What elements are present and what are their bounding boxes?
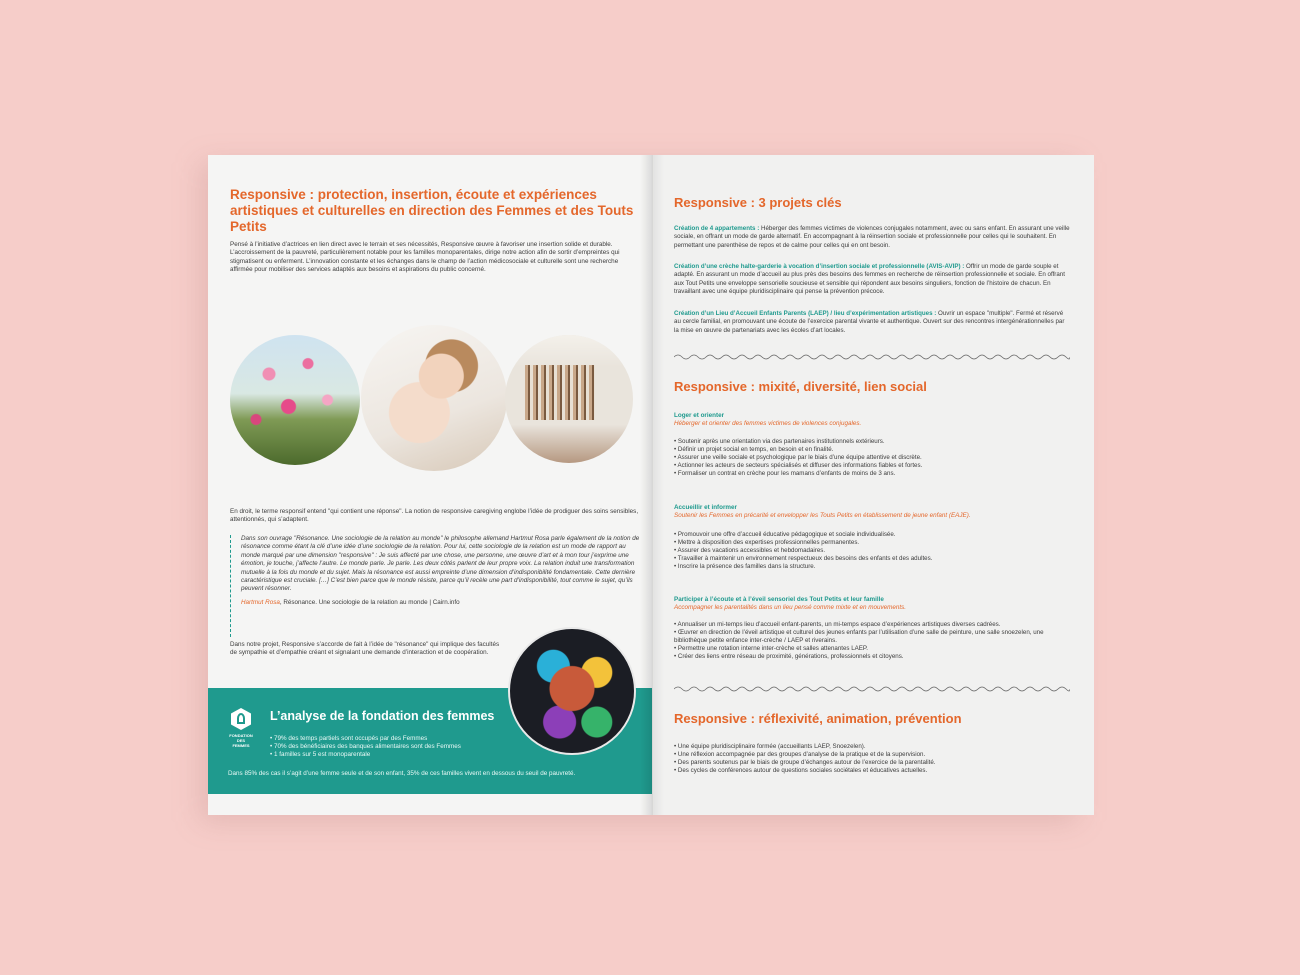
group-3-subtitle: Accompagner les parentalités dans un lieu pensé comme mixte et en mouvements. xyxy=(674,604,907,612)
right-page xyxy=(652,155,1094,815)
group-1-heading xyxy=(674,412,861,428)
group-2-heading xyxy=(674,504,971,520)
quote-block xyxy=(230,535,641,637)
flowers-photo xyxy=(230,335,360,465)
list-item: • Annualiser un mi-temps lieu d’accueil enfant-parents, un mi-temps espace d’expériences artistiques diverses cadrées. xyxy=(674,621,1070,629)
list-item: • Soutenir après une orientation via des partenaires institutionnels extérieurs. xyxy=(674,438,1070,446)
list-item: • Assurer des vacations accessibles et hebdomadaires. xyxy=(674,547,1070,555)
wave-divider xyxy=(674,353,1070,361)
list-item: • Œuvrer en direction de l’éveil artistique et culturel des jeunes enfants par l’utilisation d’une salle de peinture, une salle snoezelen, une bibliothèque petite enfance inter-crèche / LAEP et riverains. xyxy=(674,629,1070,645)
analysis-title: L’analyse de la fondation des femmes xyxy=(270,709,495,723)
group-2-list xyxy=(674,531,1070,571)
painted-face-photo xyxy=(508,627,636,755)
list-item: • Permettre une rotation interne inter-crèche et salles attenantes LAEP. xyxy=(674,645,1070,653)
citation-author: Hartmut Rosa xyxy=(241,598,280,606)
analysis-list xyxy=(270,735,461,760)
project-2-text: Offrir un mode de garde souple et adapté. En assurant un mode d’accueil au plus près des besoins des femmes en recherche de réinsertion professionnelle et sociale. En offrant aux Tout Petits une enveloppe sensorielle soucieuse et sensible qui répondent aux besoins singuliers, fonction de l’histoire de chacun. En travaillant avec une équipe pluridisciplinaire qui pense la prévention précoce. xyxy=(674,263,1065,295)
citation-source: , Résonance. Une sociologie de la relation au monde | Cairn.info xyxy=(279,598,460,606)
definition-paragraph: En droit, le terme responsif entend "qui contient une réponse". La notion de responsive caregiving englobe l’idée de prodiguer des soins sensibles, attentionnés, qui s’adaptent. xyxy=(230,508,639,524)
fondation-des-femmes-logo xyxy=(228,708,254,752)
project-2 xyxy=(674,263,1070,296)
group-3-list xyxy=(674,621,1070,661)
analysis-footer: Dans 85% des cas il s’agit d’une femme seule et de son enfant, 35% de ces familles vivent en dessous du seuil de pauvreté. xyxy=(228,770,576,777)
list-item: • Assurer une veille sociale et psychologique par le biais d’une équipe attentive et discrète. xyxy=(674,454,1070,462)
list-item: • 70% des bénéficiaires des banques alimentaires sont des Femmes xyxy=(270,743,461,751)
mother-baby-photo xyxy=(361,325,507,471)
project-1 xyxy=(674,225,1070,250)
section-title-reflexivite: Responsive : réflexivité, animation, prévention xyxy=(674,711,962,726)
list-item: • Actionner les acteurs de secteurs spécialisés et diffuser des informations fiables et fortes. xyxy=(674,462,1070,470)
wave-divider xyxy=(674,685,1070,693)
quote-citation xyxy=(241,599,641,607)
group-2-subtitle: Soutenir les Femmes en précarité et envelopper les Touts Petits en établissement de jeune enfant (EAJE). xyxy=(674,512,971,520)
left-page-title: Responsive : protection, insertion, écoute et expériences artistiques et culturelles en direction des Femmes et des Touts Petits xyxy=(230,187,634,234)
list-item: • Une réflexion accompagnée par des groupes d’analyse de la pratique et de la supervision. xyxy=(674,751,1070,759)
group-1-subtitle: Héberger et orienter des femmes victimes de violences conjugales. xyxy=(674,420,862,428)
project-3-text: Ouvrir un espace "multiple". Fermé et réservé au cercle familial, en promouvant une écoute de l’exercice parental vivante et authentique. Ouvert sur des rencontres intergénérationnelles par la mise en œuvre de partenariats avec les écoles d’art locales. xyxy=(674,310,1065,334)
section-title-mixite: Responsive : mixité, diversité, lien social xyxy=(674,379,927,394)
group-1-list xyxy=(674,438,1070,478)
group-2-title: Accueillir et informer xyxy=(674,504,737,511)
group-3-title: Participer à l’écoute et à l’éveil sensoriel des Tout Petits et leur famille xyxy=(674,596,884,603)
logo-mark-icon xyxy=(231,708,251,730)
list-item: • 1 familles sur 5 est monoparentale xyxy=(270,751,461,759)
list-item: • Formaliser un contrat en crèche pour les mamans d’enfants de moins de 3 ans. xyxy=(674,470,1070,478)
list-item: • Mettre à disposition des expertises professionnelles permanentes. xyxy=(674,539,1070,547)
project-paragraph: Dans notre projet, Responsive s’accorde de fait à l’idée de "résonance" qui implique des facultés de sympathie et d’empathie créant et signalant une demande d’interaction et de coopération. xyxy=(230,641,500,657)
library-room-photo xyxy=(505,335,633,463)
list-item: • Des cycles de conférences autour de questions sociales sociétales et éducatives actuelles. xyxy=(674,767,1070,775)
group-1-title: Loger et orienter xyxy=(674,412,725,419)
intro-paragraph: Pensé à l’initiative d’actrices en lien direct avec le terrain et ses nécessités, Responsive œuvre à favoriser une insertion solide et durable. L’accroissement de la pauvreté, particulièrement notable pour les familles monoparentales, dirige notre action afin de sortir d’empreintes qui stigmatisent ou enferment. L’innovation constante et les échanges dans le champ de l’action médicosociale et culturelle sont une recherche affirmée pour mobiliser des services adaptés aux besoins et aspirations du public concerné. xyxy=(230,241,620,274)
group-3-heading xyxy=(674,596,906,612)
quote-text: Dans son ouvrage "Résonance. Une sociologie de la relation au monde" le philosophe allemand Hartmut Rosa parle également de la notion de résonance comme étant la clé d’une idée d’une sociologie de la relation. Pour lui, cette sociologie de la relation est un mode de rapport au monde marqué par une dimension "responsive" : Je suis affecté par une chose, une personne, une œuvre d’art et à mon tour j’exprime une émotion, je touche, j’affecte l’autre. Le monde parle. Je parle. Les deux côtés parlent de leur propre voix. La relation induit une transformation mutuelle à la fois du monde et du sujet. Mais la résonance est aussi empreinte d’une dimension d’indisponibilité fondamentale. Cette dernière caractéristique est cruciale. […] C’est bien parce que le monde résiste, parce qu’il recèle une part d’indisponibilité, tout comme le sujet, qu’ils peuvent résonner. xyxy=(241,535,640,593)
list-item: • Une équipe pluridisciplinaire formée (accueillants LAEP, Snoezelen). xyxy=(674,743,1070,751)
project-1-label: Création de 4 appartements : xyxy=(674,225,760,232)
project-1-text: Héberger des femmes victimes de violences conjugales notamment, avec ou sans enfant. En assurant une veille sociale, en offrant un mode de garde alternatif. En accompagnant à la réinsertion sociale et professionnelle pour celles qui le souhaitent. En permettant une parenthèse de repos et de calme pour celles qui en ont besoin. xyxy=(674,225,1070,249)
left-page xyxy=(208,155,652,815)
list-item: • Des parents soutenus par le biais de groupe d’échanges autour de l’exercice de la parentalité. xyxy=(674,759,1070,767)
list-item: • Travailler à maintenir un environnement respectueux des besoins des enfants et des adultes. xyxy=(674,555,1070,563)
list-item: • Promouvoir une offre d’accueil éducative pédagogique et sociale individualisée. xyxy=(674,531,1070,539)
reflexivite-list xyxy=(674,743,1070,775)
logo-text: FONDATION DES FEMMES xyxy=(229,733,253,748)
project-2-label: Création d’une crèche halte-garderie à vocation d’insertion sociale et professionnelle (AVIS-AVIP) : xyxy=(674,263,965,270)
brochure-fold xyxy=(640,155,664,815)
list-item: • 79% des temps partiels sont occupés par des Femmes xyxy=(270,735,461,743)
section-title-projects: Responsive : 3 projets clés xyxy=(674,195,842,210)
list-item: • Créer des liens entre réseau de proximité, générations, professionnels et citoyens. xyxy=(674,653,1070,661)
list-item: • Inscrire la présence des familles dans la structure. xyxy=(674,563,1070,571)
list-item: • Définir un projet social en temps, en besoin et en finalité. xyxy=(674,446,1070,454)
project-3 xyxy=(674,310,1070,335)
project-3-label: Création d’un Lieu d’Accueil Enfants Parents (LAEP) / lieu d’expérimentation artistiques : xyxy=(674,310,937,317)
